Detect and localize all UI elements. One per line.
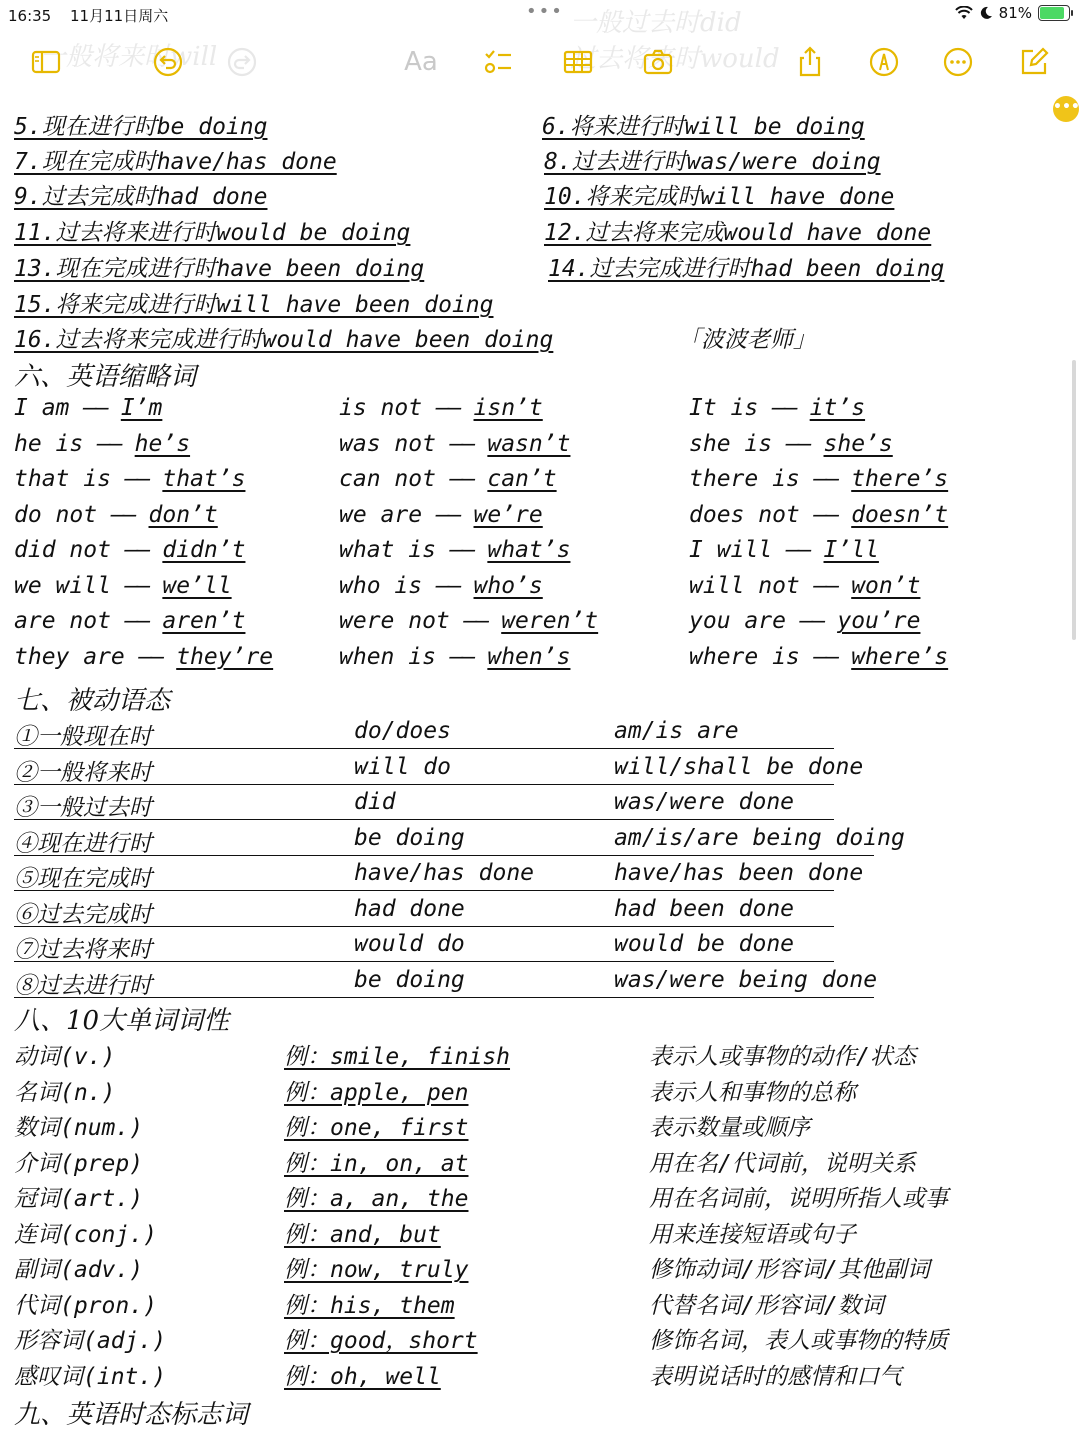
pos-name: 形容词(adj.) xyxy=(14,1328,167,1354)
battery-icon xyxy=(1038,5,1070,21)
tense-item: 7.现在完成时have/has done xyxy=(14,149,337,175)
dash-separator: —— xyxy=(124,466,149,492)
contraction-row xyxy=(14,466,1054,500)
contraction-short: he’s xyxy=(134,430,191,457)
passive-row xyxy=(14,860,864,892)
dash-separator: —— xyxy=(110,501,135,528)
page-options-button[interactable]: ••• xyxy=(1053,96,1079,122)
contraction-full: It is xyxy=(689,395,759,421)
contraction-row xyxy=(14,395,1054,429)
pos-meaning: 表示人和事物的总称 xyxy=(649,1079,856,1106)
dash-separator: —— xyxy=(97,430,121,457)
contraction-pair xyxy=(14,502,218,528)
teacher-signature: 「波波老师」 xyxy=(678,327,816,353)
markup-icon[interactable] xyxy=(864,42,904,82)
contraction-full: when is xyxy=(339,643,436,670)
pos-example: 例：his, them xyxy=(284,1292,455,1319)
pos-meaning: 修饰名词，表人或事物的特质 xyxy=(649,1328,948,1354)
passive-tense: ②一般将来时 xyxy=(14,759,152,786)
dash-separator: —— xyxy=(785,430,810,457)
passive-form: am/is are xyxy=(614,718,739,744)
contraction-row xyxy=(14,431,1054,465)
pos-name: 介词(prep) xyxy=(14,1150,144,1177)
contraction-pair xyxy=(339,644,570,670)
pos-meaning: 表示人或事物的动作/状态 xyxy=(649,1044,916,1070)
dash-separator: —— xyxy=(463,608,488,634)
pos-meaning: 表示数量或顺序 xyxy=(649,1115,810,1141)
passive-row xyxy=(14,753,864,786)
tense-item: 6.将来进行时will be doing xyxy=(542,114,865,140)
contraction-pair xyxy=(14,431,190,457)
passive-tense: ④现在进行时 xyxy=(14,830,152,857)
dash-separator: —— xyxy=(138,643,163,670)
format-label: Aa xyxy=(404,47,438,77)
contraction-short: where’s xyxy=(851,643,949,670)
pos-row xyxy=(14,1145,1054,1179)
dash-separator: —— xyxy=(449,466,474,492)
tense-row xyxy=(14,214,1054,248)
contraction-full: can not xyxy=(339,466,436,492)
contraction-short: we’ll xyxy=(162,572,232,599)
contraction-pair xyxy=(14,466,245,492)
section-title: 九、英语时态标志词 xyxy=(14,1400,249,1430)
dash-separator: —— xyxy=(813,643,838,670)
pos-name: 冠词(art.) xyxy=(14,1186,144,1212)
contraction-pair xyxy=(339,537,570,563)
tense-item: 12.过去将来完成would have done xyxy=(544,220,932,246)
passive-tense: ⑦过去将来时 xyxy=(14,937,152,963)
pos-meaning: 用来连接短语或句子 xyxy=(649,1221,856,1248)
pos-row xyxy=(14,1251,1054,1285)
contraction-pair xyxy=(339,466,557,492)
status-left xyxy=(8,5,182,26)
dash-separator: —— xyxy=(449,430,474,457)
table-icon[interactable] xyxy=(558,42,598,82)
contraction-short: can’t xyxy=(487,466,557,492)
contraction-short: wasn’t xyxy=(487,430,571,457)
contraction-pair xyxy=(689,466,948,492)
dash-separator: —— xyxy=(799,608,824,634)
tense-item: 13.现在完成进行时have been doing xyxy=(14,256,425,282)
pos-row xyxy=(14,1322,1054,1356)
ghost-text: 一般将来时will xyxy=(40,42,218,72)
passive-form: will/shall be done xyxy=(614,753,864,780)
contraction-short: there’s xyxy=(851,466,949,492)
tense-item: 5.现在进行时be doing xyxy=(14,114,268,140)
contraction-row xyxy=(14,644,1054,678)
dash-separator: —— xyxy=(449,537,474,563)
section-title: 七、被动语态 xyxy=(14,686,171,716)
dash-separator: —— xyxy=(813,572,838,599)
tense-item: 10.将来完成时will have done xyxy=(544,184,895,210)
contraction-full: you are xyxy=(689,608,786,634)
dash-separator: —— xyxy=(435,572,460,599)
moon-icon xyxy=(979,6,993,20)
pos-name: 连词(conj.) xyxy=(14,1221,157,1248)
contraction-full: was not xyxy=(339,430,436,457)
contraction-short: it’s xyxy=(809,395,866,421)
contraction-full: that is xyxy=(14,466,111,492)
contraction-pair xyxy=(689,431,893,457)
undo-icon[interactable] xyxy=(148,42,188,82)
toolbar xyxy=(0,36,1080,86)
passive-active: be doing xyxy=(354,824,465,851)
contraction-full: I will xyxy=(689,537,773,563)
pos-example: 例：oh, well xyxy=(284,1363,441,1390)
tense-item: 9.过去完成时had done xyxy=(14,184,268,210)
contraction-full: he is xyxy=(14,430,84,457)
passive-form: am/is/are being doing xyxy=(614,824,905,851)
tense-row xyxy=(14,321,1054,355)
dash-separator: —— xyxy=(124,572,149,599)
passive-tense: ⑥过去完成时 xyxy=(14,901,152,928)
passive-tense: ③一般过去时 xyxy=(14,795,152,821)
contraction-full: we will xyxy=(14,572,111,599)
pos-row xyxy=(14,1358,1054,1392)
compose-icon[interactable] xyxy=(1014,42,1054,82)
contraction-full: does not xyxy=(689,501,800,528)
contraction-short: I’m xyxy=(120,395,163,421)
dash-separator: —— xyxy=(772,395,796,421)
contraction-pair xyxy=(14,644,273,670)
status-time: 16:35 xyxy=(8,7,52,25)
contraction-pair xyxy=(689,502,948,528)
pos-meaning: 代替名词/形容词/数词 xyxy=(649,1292,884,1319)
status-right xyxy=(955,4,1070,22)
tense-row xyxy=(14,143,1054,177)
checklist-icon[interactable] xyxy=(478,42,518,82)
format-icon[interactable] xyxy=(400,42,442,82)
dash-separator: —— xyxy=(124,537,149,563)
pos-row xyxy=(14,1109,1054,1143)
passive-row xyxy=(14,718,834,749)
passive-active: will do xyxy=(354,753,451,780)
pos-row xyxy=(14,1287,1054,1321)
status-bar xyxy=(0,0,1080,30)
tense-item: 8.过去进行时was/were doing xyxy=(544,149,881,175)
dash-separator: —— xyxy=(83,395,107,421)
contraction-short: who’s xyxy=(473,572,543,599)
ghost-text: 过去将来时would xyxy=(570,44,780,74)
contraction-full: there is xyxy=(689,466,800,492)
passive-active: had done xyxy=(354,895,465,922)
passive-form: would be done xyxy=(614,931,795,957)
battery-percent: 81% xyxy=(998,4,1032,22)
pos-example: 例：and, but xyxy=(284,1221,441,1248)
passive-form: was/were being done xyxy=(614,966,878,993)
pos-name: 代词(pron.) xyxy=(14,1292,157,1319)
contraction-full: they are xyxy=(14,643,125,670)
passive-active: would do xyxy=(354,931,465,957)
pos-example: 例：a, an, the xyxy=(284,1186,469,1212)
passive-row xyxy=(14,824,905,857)
tense-item: 15.将来完成进行时will have been doing xyxy=(14,292,494,318)
passive-row xyxy=(14,931,834,962)
status-date: 11月11日周六 xyxy=(70,7,169,25)
dash-separator: —— xyxy=(813,466,838,492)
contraction-full: will not xyxy=(689,572,800,599)
redo-icon[interactable] xyxy=(222,42,262,82)
contraction-pair xyxy=(689,644,948,670)
contraction-pair xyxy=(339,395,543,421)
contraction-short: didn’t xyxy=(162,537,246,563)
dash-separator: —— xyxy=(449,643,474,670)
contraction-short: you’re xyxy=(837,608,921,634)
tense-row xyxy=(14,250,1054,284)
pos-name: 感叹词(int.) xyxy=(14,1363,167,1390)
contraction-short: what’s xyxy=(487,537,571,563)
contraction-full: we are xyxy=(339,501,423,528)
contraction-pair xyxy=(339,608,598,634)
passive-form: had been done xyxy=(614,895,795,922)
pos-meaning: 表明说话时的感情和口气 xyxy=(649,1363,902,1390)
dash-separator: —— xyxy=(785,537,810,563)
scrollbar[interactable] xyxy=(1072,360,1076,640)
contraction-row xyxy=(14,502,1054,536)
contraction-short: they’re xyxy=(176,643,274,670)
contraction-pair xyxy=(689,608,920,634)
passive-active: have/has done xyxy=(354,860,535,886)
contraction-pair xyxy=(339,502,543,528)
contraction-full: were not xyxy=(339,608,450,634)
contraction-full: where is xyxy=(689,643,800,670)
pos-example: 例：good，short xyxy=(284,1328,478,1354)
contraction-full: I am xyxy=(14,395,70,421)
contraction-short: when’s xyxy=(487,643,571,670)
contraction-row xyxy=(14,573,1054,607)
contraction-pair xyxy=(689,395,865,421)
passive-form: was/were done xyxy=(614,789,795,815)
pos-row xyxy=(14,1180,1054,1214)
contraction-short: won’t xyxy=(851,572,921,599)
ghost-text: 一般过去时did xyxy=(570,8,742,38)
pos-example: 例：now, truly xyxy=(284,1257,469,1283)
camera-icon[interactable] xyxy=(638,42,678,82)
contraction-pair xyxy=(689,573,920,599)
section-title: 八、10大单词词性 xyxy=(14,1006,230,1036)
contraction-short: don’t xyxy=(148,501,218,528)
contraction-pair xyxy=(339,431,570,457)
pos-example: 例：apple, pen xyxy=(284,1079,469,1106)
pos-example: 例：one, first xyxy=(284,1115,469,1141)
more-icon[interactable] xyxy=(938,42,978,82)
contraction-short: isn’t xyxy=(473,395,543,421)
passive-row xyxy=(14,789,834,820)
pos-meaning: 用在名/代词前，说明关系 xyxy=(649,1150,916,1177)
contraction-full: is not xyxy=(339,395,423,421)
contraction-full: who is xyxy=(339,572,423,599)
passive-row xyxy=(14,896,834,927)
passive-tense: ①一般现在时 xyxy=(14,724,152,750)
contraction-short: that’s xyxy=(162,466,246,492)
contraction-pair xyxy=(14,537,245,563)
contraction-short: weren’t xyxy=(501,608,599,634)
tense-row xyxy=(14,108,1054,142)
contraction-row xyxy=(14,537,1054,571)
dash-separator: —— xyxy=(813,501,838,528)
tense-item: 11.过去将来进行时would be doing xyxy=(14,220,411,246)
passive-active: be doing xyxy=(354,966,465,993)
contraction-full: do not xyxy=(14,501,98,528)
contraction-short: doesn’t xyxy=(851,501,949,528)
section-title: 六、英语缩略词 xyxy=(14,362,197,392)
pos-name: 动词(v.) xyxy=(14,1044,116,1070)
pos-meaning: 用在名词前，说明所指人或事 xyxy=(649,1186,948,1212)
contraction-pair xyxy=(14,573,232,599)
contraction-full: she is xyxy=(689,430,773,457)
sidebar-icon[interactable] xyxy=(26,42,66,82)
contraction-pair xyxy=(14,395,162,421)
pos-row xyxy=(14,1216,1054,1250)
pos-row xyxy=(14,1074,1054,1108)
dash-separator: —— xyxy=(124,608,149,634)
share-icon[interactable] xyxy=(790,42,830,82)
contraction-short: we’re xyxy=(473,501,543,528)
contraction-full: are not xyxy=(14,608,111,634)
pos-name: 副词(adv.) xyxy=(14,1257,144,1283)
contraction-pair xyxy=(14,608,245,634)
contraction-short: aren’t xyxy=(162,608,246,634)
wifi-icon xyxy=(955,6,973,20)
tense-item: 14.过去完成进行时had been doing xyxy=(548,256,945,282)
pos-name: 数词(num.) xyxy=(14,1115,144,1141)
pos-example: 例：in, on, at xyxy=(284,1150,469,1177)
contraction-full: what is xyxy=(339,537,436,563)
contraction-full: did not xyxy=(14,537,111,563)
pos-name: 名词(n.) xyxy=(14,1079,116,1106)
pos-row xyxy=(14,1038,1054,1072)
contraction-pair xyxy=(339,573,543,599)
contraction-pair xyxy=(689,537,879,563)
tense-item: 16.过去将来完成进行时would have been doing xyxy=(14,327,554,353)
dash-separator: —— xyxy=(435,501,460,528)
multitask-dots-icon[interactable]: ••• xyxy=(526,1,564,22)
contraction-row xyxy=(14,608,1054,642)
passive-form: have/has been done xyxy=(614,860,864,886)
contraction-short: I’ll xyxy=(823,537,879,563)
dash-separator: —— xyxy=(435,395,460,421)
pos-meaning: 修饰动词/形容词/其他副词 xyxy=(649,1257,930,1283)
passive-active: did xyxy=(354,789,396,815)
pos-example: 例：smile, finish xyxy=(284,1044,511,1070)
passive-active: do/does xyxy=(354,718,451,744)
tense-row xyxy=(14,178,1054,212)
passive-tense: ⑧过去进行时 xyxy=(14,972,152,999)
passive-tense: ⑤现在完成时 xyxy=(14,866,152,892)
contraction-short: she’s xyxy=(823,430,893,457)
tense-row xyxy=(14,286,1054,320)
passive-row xyxy=(14,966,878,999)
